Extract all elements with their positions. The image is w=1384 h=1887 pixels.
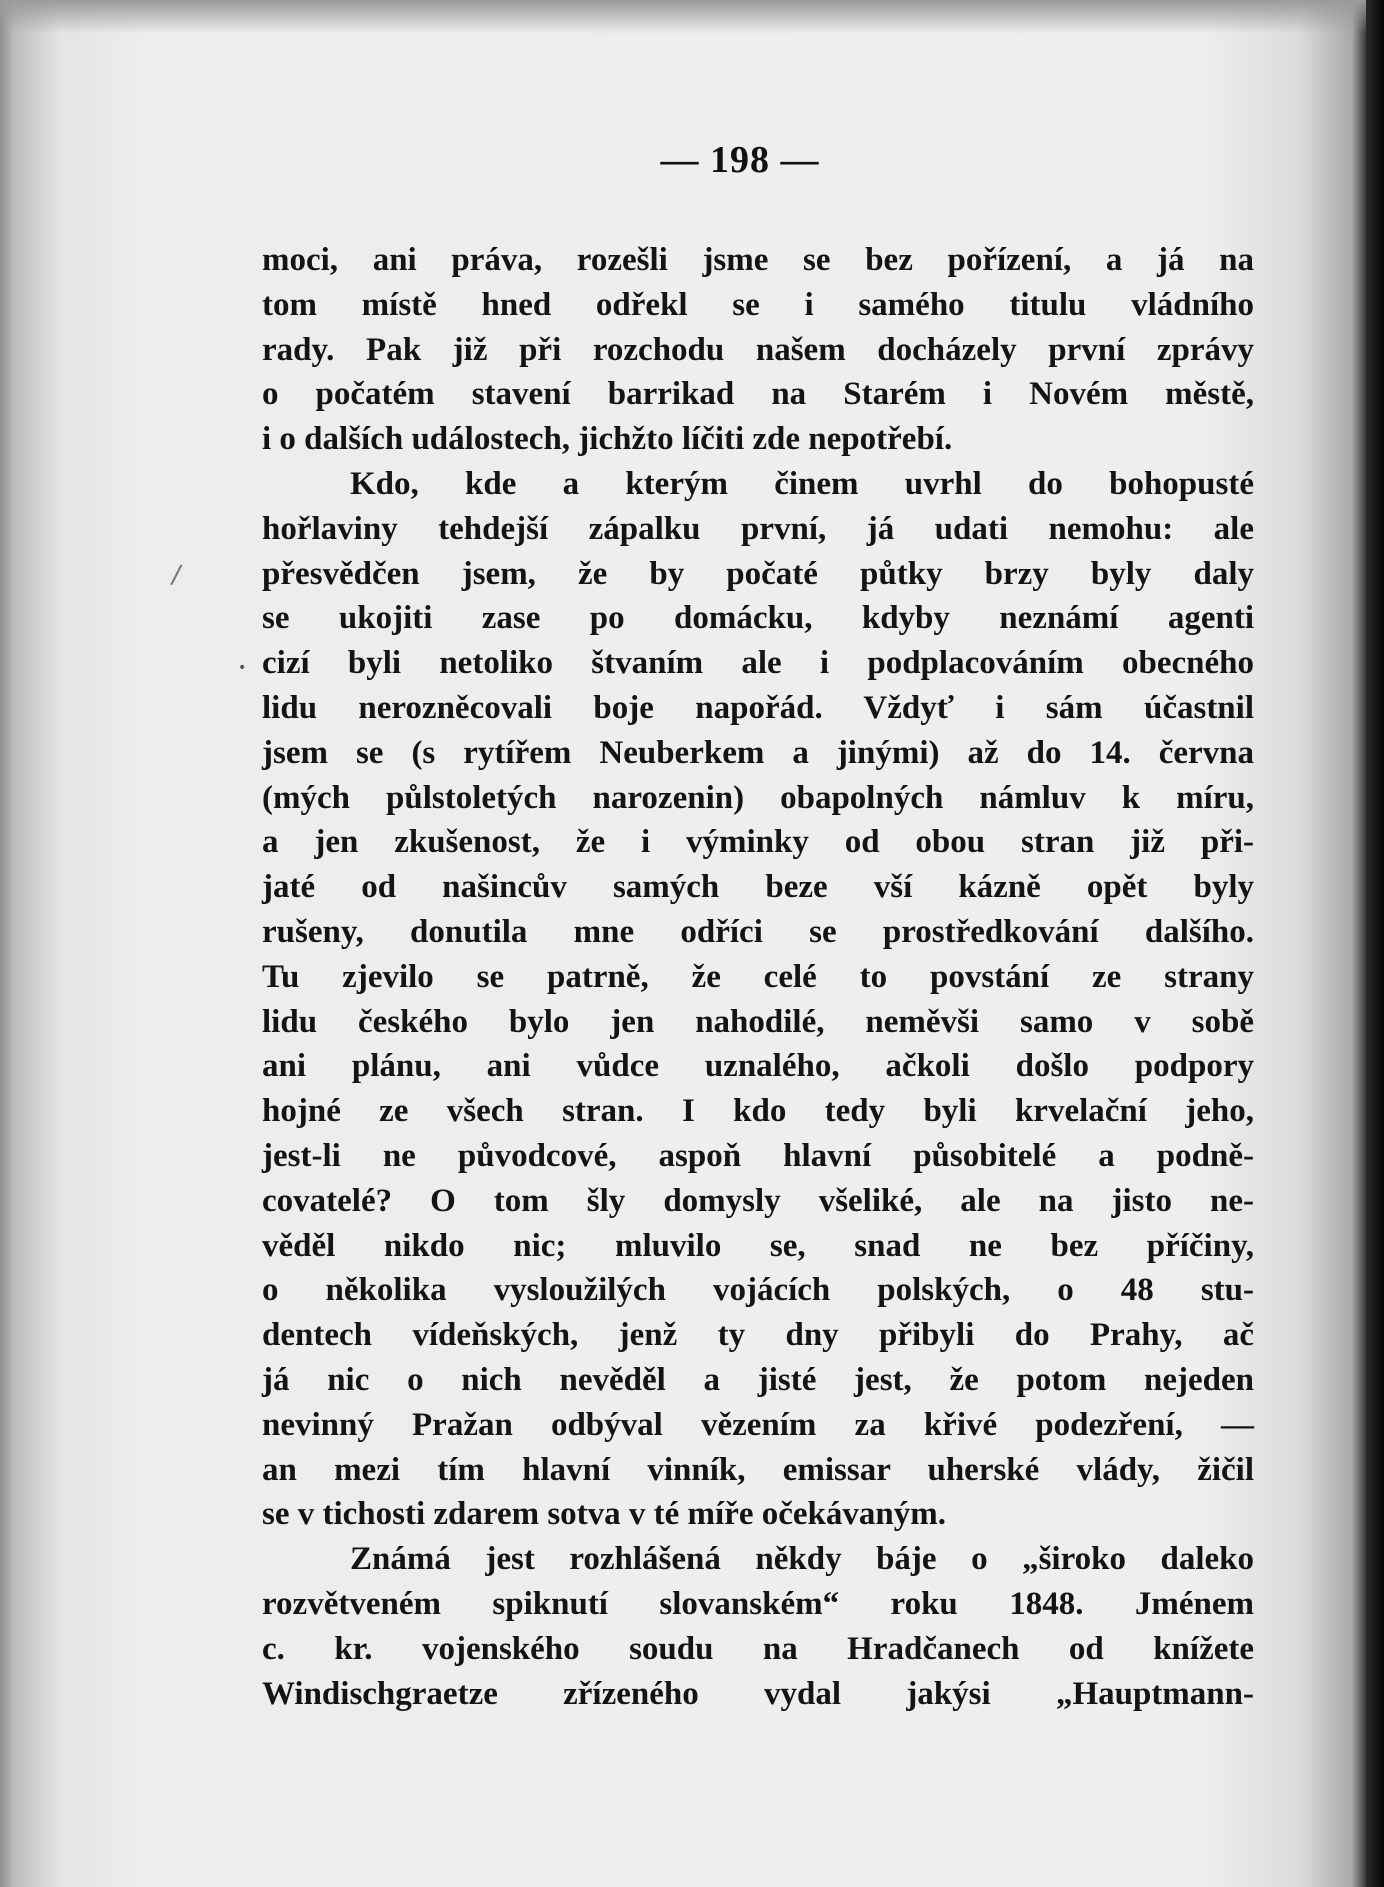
text-line: an mezi tím hlavní vinník, emissar uherské vlády, žičil (262, 1451, 1254, 1488)
text-line: i o dalších událostech, jichžto líčiti zde nepotřebí. (262, 421, 953, 458)
text-line: lidu nerozněcovali boje napořád. Vždyť i sám účastnil (262, 689, 1254, 726)
text-line: se ukojiti zase po domácku, kdyby neznámí agenti (262, 600, 1254, 637)
stray-dot: • (238, 660, 247, 676)
body-text (262, 238, 1254, 1716)
text-line: lidu českého bylo jen nahodilé, neměvši samo v sobě (262, 1003, 1254, 1040)
text-line: hořlaviny tehdejší zápalku první, já udati nemohu: ale (262, 510, 1254, 547)
paper-top-shadow (0, 0, 1366, 34)
text-line: c. kr. vojenského soudu na Hradčanech od knížete (262, 1630, 1254, 1667)
text-line: jaté od našincův samých beze vší kázně opět byly (262, 869, 1254, 906)
text-line: nevinný Pražan odbýval vězením za křivé podezření, — (262, 1406, 1254, 1443)
page-number: — 198 — (660, 139, 820, 181)
text-line: (mých půlstoletých narozenin) obapolných námluv k míru, (262, 779, 1254, 816)
text-line: já nic o nich nevěděl a jisté jest, že potom nejeden (262, 1361, 1254, 1398)
text-line: rozvětveném spiknutí slovanském“ roku 1848. Jménem (262, 1585, 1254, 1622)
text-line: Známá jest rozhlášená někdy báje o „široko daleko (350, 1541, 1254, 1578)
text-line: jest-li ne původcové, aspoň hlavní působitelé a podně- (262, 1137, 1254, 1174)
text-line: se v tichosti zdarem sotva v té míře očekávaným. (262, 1496, 946, 1533)
text-line: moci, ani práva, rozešli jsme se bez pořízení, a já na (262, 242, 1254, 278)
text-line: o několika vysloužilých vojácích polských, o 48 stu- (262, 1272, 1254, 1309)
text-line: ani plánu, ani vůdce uznalého, ačkoli došlo podpory (262, 1048, 1254, 1085)
text-line: a jen zkušenost, že i výminky od obou stran již při- (262, 824, 1254, 861)
text-line: hojné ze všech stran. I kdo tedy byli krvelační jeho, (262, 1093, 1254, 1130)
text-line: Tu zjevilo se patrně, že celé to povstání ze strany (262, 958, 1254, 995)
text-line: Windischgraetze zřízeného vydal jakýsi „Hauptmann- (262, 1675, 1254, 1712)
text-line: dentech vídeňských, jenž ty dny přibyli do Prahy, ač (262, 1317, 1254, 1354)
text-line: věděl nikdo nic; mluvilo se, snad ne bez příčiny, (262, 1227, 1254, 1264)
text-line: rušeny, donutila mne odříci se prostředkování dalšího. (262, 913, 1254, 950)
stray-mark: / (169, 559, 184, 591)
text-line: přesvědčen jsem, že by počaté půtky brzy byly daly (262, 555, 1254, 592)
dark-scan-border (1366, 0, 1384, 1887)
text-line: covatelé? O tom šly domysly všeliké, ale na jisto ne- (262, 1182, 1254, 1219)
text-line: Kdo, kde a kterým činem uvrhl do bohopusté (350, 465, 1254, 502)
text-line: rady. Pak již při rozchodu našem docházely první zprávy (262, 331, 1254, 368)
text-line: jsem se (s rytířem Neuberkem a jinými) až do 14. června (262, 734, 1254, 771)
text-line: tom místě hned odřekl se i samého titulu vládního (262, 286, 1254, 323)
text-line: cizí byli netoliko štvaním ale i podplacováním obecného (262, 645, 1254, 682)
text-line: o počatém stavení barrikad na Starém i Novém městě, (262, 376, 1254, 413)
